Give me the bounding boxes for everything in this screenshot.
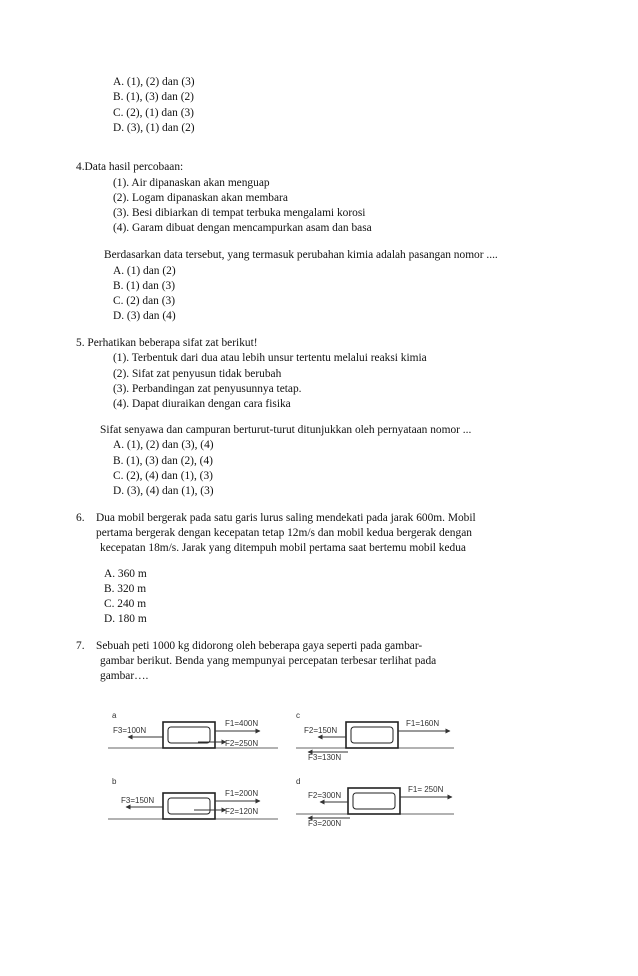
q6-line-2: pertama bergerak dengan kecepatan tetap 12m/s dan mobil kedua bergerak dengan bbox=[96, 527, 472, 539]
q6-option-c: C. 240 m bbox=[104, 598, 147, 610]
q5-title: 5. Perhatikan beberapa sifat zat berikut! bbox=[76, 337, 258, 349]
diagram-b-crate bbox=[163, 793, 215, 819]
q4-option-d: D. (3) dan (4) bbox=[113, 310, 176, 322]
q3-option-c: C. (2), (1) dan (3) bbox=[113, 107, 194, 119]
q5-option-a: A. (1), (2) dan (3), (4) bbox=[113, 439, 214, 451]
q3-option-a: A. (1), (2) dan (3) bbox=[113, 76, 195, 88]
diagram-c-crate bbox=[346, 722, 398, 748]
q4-item-4: (4). Garam dibuat dengan mencampurkan asam dan basa bbox=[113, 222, 372, 234]
diagram-c-f1: F1=160N bbox=[406, 719, 440, 728]
diagram-d bbox=[296, 777, 454, 828]
diagram-a-label: a bbox=[112, 711, 117, 720]
q4-item-3: (3). Besi dibiarkan di tempat terbuka mengalami korosi bbox=[113, 207, 366, 219]
q6-line-1: Dua mobil bergerak pada satu garis lurus saling mendekati pada jarak 600m. Mobil bbox=[96, 512, 476, 524]
diagram-b bbox=[108, 777, 278, 819]
diagram-c bbox=[296, 711, 454, 762]
q7-number: 7. bbox=[76, 640, 85, 652]
diagram-d-crate bbox=[348, 788, 400, 814]
diagram-c-f2: F2=150N bbox=[304, 726, 338, 735]
q6-option-d: D. 180 m bbox=[104, 613, 147, 625]
q5-option-b: B. (1), (3) dan (2), (4) bbox=[113, 455, 213, 467]
q6-line-3: kecepatan 18m/s. Jarak yang ditempuh mobil pertama saat bertemu mobil kedua bbox=[100, 542, 466, 554]
diagram-a-f2: F2=250N bbox=[225, 739, 259, 748]
q7-line-2: gambar berikut. Benda yang mempunyai percepatan terbesar terlihat pada bbox=[100, 655, 437, 667]
q4-question: Berdasarkan data tersebut, yang termasuk perubahan kimia adalah pasangan nomor .... bbox=[104, 249, 498, 261]
force-diagrams-figure bbox=[108, 706, 458, 836]
q5-item-3: (3). Perbandingan zat penyusunnya tetap. bbox=[113, 383, 302, 395]
diagram-b-f1: F1=200N bbox=[225, 789, 259, 798]
q5-item-4: (4). Dapat diuraikan dengan cara fisika bbox=[113, 398, 291, 410]
diagram-d-label: d bbox=[296, 777, 301, 786]
diagram-a bbox=[108, 711, 278, 748]
q5-item-2: (2). Sifat zat penyusun tidak berubah bbox=[113, 368, 282, 380]
diagram-b-f2: F2=120N bbox=[225, 807, 259, 816]
diagram-a-f1: F1=400N bbox=[225, 719, 259, 728]
q5-option-d: D. (3), (4) dan (1), (3) bbox=[113, 485, 214, 497]
force-diagrams-svg bbox=[108, 706, 458, 836]
q4-option-b: B. (1) dan (3) bbox=[113, 280, 175, 292]
diagram-c-f3: F3=130N bbox=[308, 753, 342, 762]
q7-line-3: gambar…. bbox=[100, 670, 149, 682]
q5-item-1: (1). Terbentuk dari dua atau lebih unsur tertentu melalui reaksi kimia bbox=[113, 352, 427, 364]
q5-question: Sifat senyawa dan campuran berturut-turut ditunjukkan oleh pernyataan nomor ... bbox=[100, 424, 472, 436]
q3-option-b: B. (1), (3) dan (2) bbox=[113, 91, 194, 103]
q4-item-2: (2). Logam dipanaskan akan membara bbox=[113, 192, 288, 204]
diagram-d-f3: F3=200N bbox=[308, 819, 342, 828]
diagram-a-crate bbox=[163, 722, 215, 748]
q6-option-a: A. 360 m bbox=[104, 568, 147, 580]
q4-item-1: (1). Air dipanaskan akan menguap bbox=[113, 177, 270, 189]
diagram-b-label: b bbox=[112, 777, 117, 786]
diagram-d-f1: F1= 250N bbox=[408, 785, 444, 794]
diagram-d-f2: F2=300N bbox=[308, 791, 342, 800]
q4-option-c: C. (2) dan (3) bbox=[113, 295, 175, 307]
diagram-b-f3: F3=150N bbox=[121, 796, 155, 805]
q7-line-1: Sebuah peti 1000 kg didorong oleh beberapa gaya seperti pada gambar- bbox=[96, 640, 423, 652]
q5-option-c: C. (2), (4) dan (1), (3) bbox=[113, 470, 213, 482]
q6-option-b: B. 320 m bbox=[104, 583, 147, 595]
q4-option-a: A. (1) dan (2) bbox=[113, 265, 176, 277]
diagram-a-f3: F3=100N bbox=[113, 726, 147, 735]
q3-option-d: D. (3), (1) dan (2) bbox=[113, 122, 195, 134]
q6-number: 6. bbox=[76, 512, 85, 524]
diagram-c-label: c bbox=[296, 711, 300, 720]
q4-title: 4.Data hasil percobaan: bbox=[76, 161, 184, 173]
